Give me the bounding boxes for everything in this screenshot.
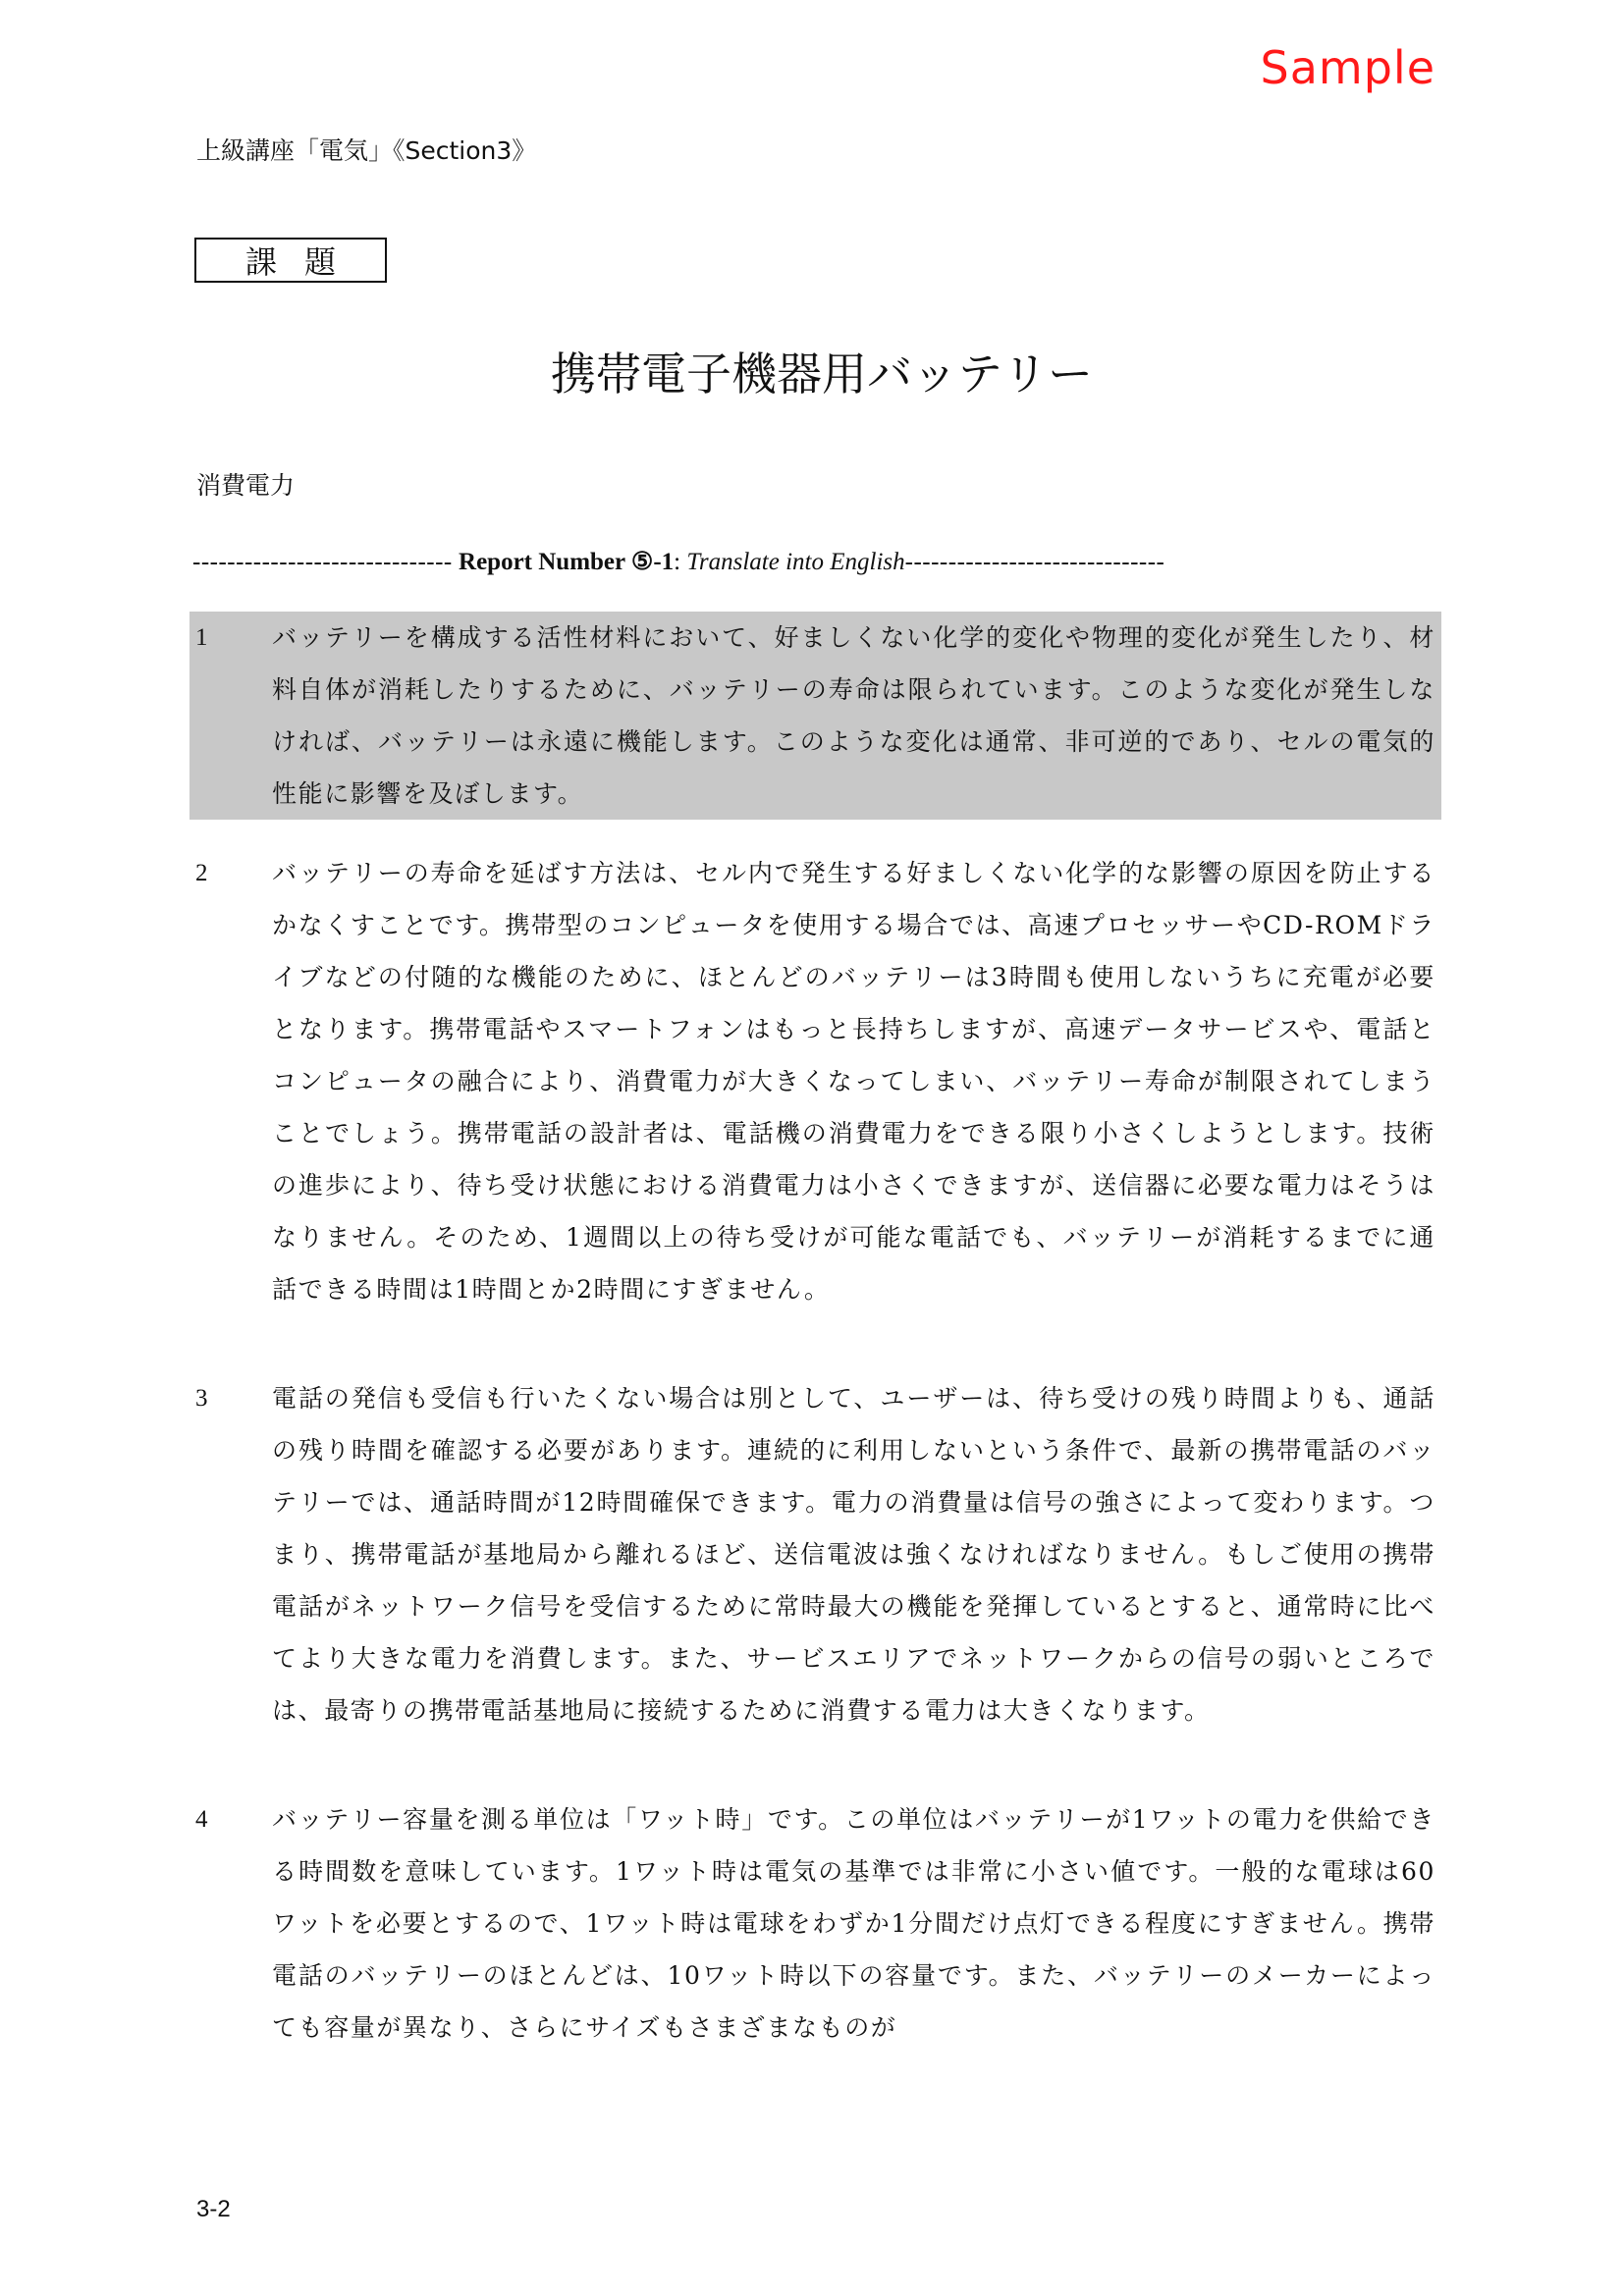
course-header: 上級講座「電気」《Section3》 xyxy=(196,136,537,165)
paragraph-number: 3 xyxy=(195,1385,208,1412)
paragraph-4 xyxy=(189,1793,1441,2054)
report-number-line xyxy=(192,547,1439,576)
sample-watermark: Sample xyxy=(1260,41,1435,94)
report-dashes-right: ------------------------------ xyxy=(904,549,1165,575)
section-heading: 消費電力 xyxy=(196,471,296,500)
paragraph-text: 電話の発信も受信も行いたくない場合は別として、ユーザーは、待ち受けの残り時間よりも、通話の残り時間を確認する必要があります。連続的に利用しないという条件で、最新の携帯電話のバッテリーでは、通話時間が12時間確保できます。電力の消費量は信号の強さによって変わります。つまり、携帯電話が基地局から離れるほど、送信電波は強くなければなりません。もしご使用の携帯電話がネットワーク信号を受信するために常時最大の機能を発揮しているとすると、通常時に比べてより大きな電力を消費します。また、サービスエリアでネットワークからの信号の弱いところでは、最寄りの携帯電話基地局に接続するために消費する電力は大きくなります。 xyxy=(272,1384,1435,1725)
page-number: 3-2 xyxy=(196,2196,231,2222)
report-number: Report Number ⑤-1 xyxy=(459,549,675,575)
report-instruction: Translate into English xyxy=(686,549,905,575)
paragraph-text: バッテリーの寿命を延ばす方法は、セル内で発生する好ましくない化学的な影響の原因を防止するかなくすことです。携帯型のコンピュータを使用する場合では、高速プロセッサーやCD-ROMドライブなどの付随的な機能のために、ほとんどのバッテリーは3時間も使用しないうちに充電が必要となります。携帯電話やスマートフォンはもっと長持ちしますが、高速データサービスや、電話とコンピュータの融合により、消費電力が大きくなってしまい、バッテリー寿命が制限されてしまうことでしょう。携帯電話の設計者は、電話機の消費電力をできる限り小さくしようとします。技術の進歩により、待ち受け状態における消費電力は小さくできますが、送信器に必要な電力はそうはなりません。そのため、1週間以上の待ち受けが可能な電話でも、バッテリーが消耗するまでに通話できる時間は1時間とか2時間にすぎません。 xyxy=(272,859,1435,1304)
paragraph-2 xyxy=(189,847,1441,1315)
paragraph-number: 4 xyxy=(195,1806,208,1833)
report-dashes-left: ------------------------------ xyxy=(192,549,453,575)
report-separator: : xyxy=(674,549,687,575)
paragraph-number: 2 xyxy=(195,860,208,886)
paragraph-1 xyxy=(189,612,1441,820)
document-title: 携帯電子機器用バッテリー xyxy=(551,347,1093,400)
paragraph-3 xyxy=(189,1372,1441,1736)
paragraph-text: バッテリーを構成する活性材料において、好ましくない化学的変化や物理的変化が発生したり、材料自体が消耗したりするために、バッテリーの寿命は限られています。このような変化が発生しなければ、バッテリーは永遠に機能します。このような変化は通常、非可逆的であり、セルの電気的性能に影響を及ぼします。 xyxy=(272,623,1435,808)
subject-box: 課題 xyxy=(194,238,387,283)
paragraph-text: バッテリー容量を測る単位は「ワット時」です。この単位はバッテリーが1ワットの電力を供給できる時間数を意味しています。1ワット時は電気の基準では非常に小さい値です。一般的な電球は60ワットを必要とするので、1ワット時は電球をわずか1分間だけ点灯できる程度にすぎません。携帯電話のバッテリーのほとんどは、10ワット時以下の容量です。また、バッテリーのメーカーによっても容量が異なり、さらにサイズもさまざまなものが xyxy=(272,1805,1435,2042)
paragraph-number: 1 xyxy=(195,624,208,651)
